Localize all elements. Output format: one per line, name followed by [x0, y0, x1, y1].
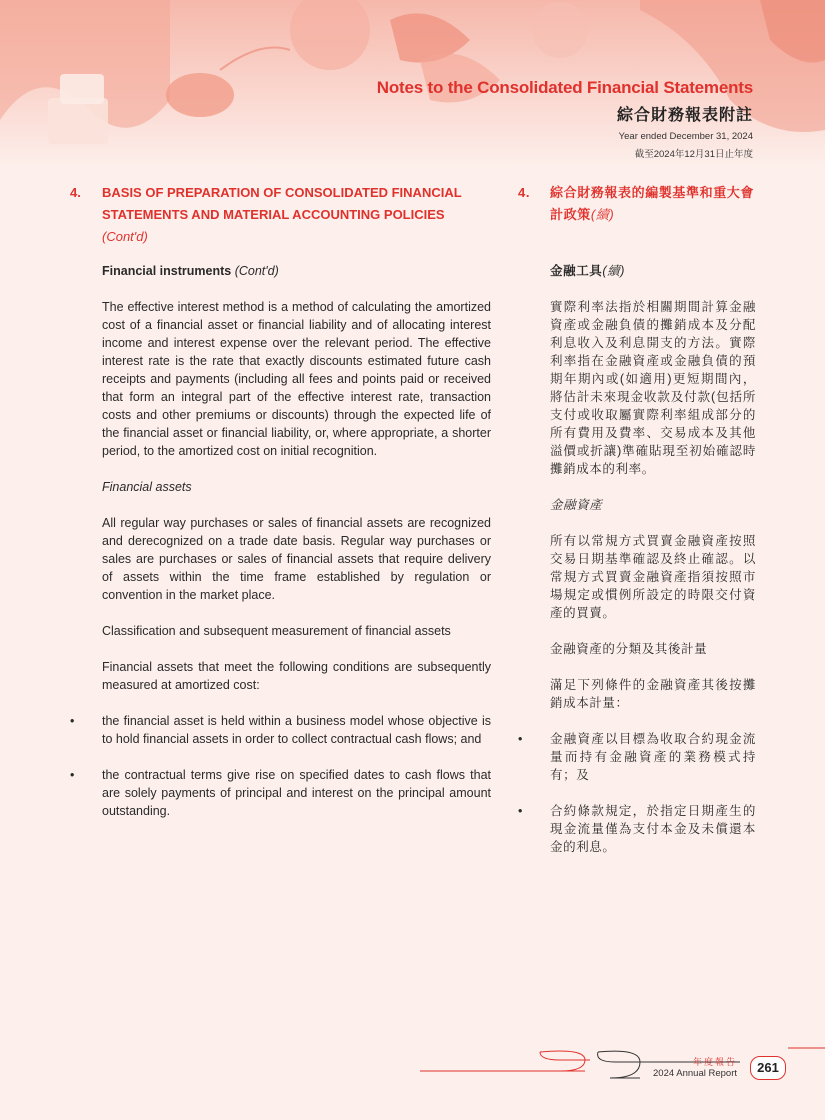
paragraph-regular-way-zh: 所有以常規方式買賣金融資產按照交易日期基準確認及終止確認。以常規方式買賣金融資產指須按照市場規定或慣例所設定的時限交付資產的買賣。 — [550, 534, 756, 620]
chinese-column — [518, 182, 756, 856]
section-cont: (Cont'd) — [102, 229, 148, 244]
header-year: Year ended December 31, 2024 — [618, 131, 753, 142]
fa-heading-zh: 金融資產 — [550, 498, 603, 512]
paragraph-conditions: Financial assets that meet the following conditions are subsequently measured at amortized cost: — [102, 660, 491, 692]
fa-heading: Financial assets — [102, 480, 192, 494]
bullet: • — [70, 714, 75, 728]
paragraph-effective-interest: The effective interest method is a method of calculating the amortized cost of a financial asset or financial liability and of allocating interest income and interest expense over the relevant period. The effective interest rate is the rate that exactly discounts estimated future cash receipts and payments (including all fees and points paid or received that form an integral part of the effective interest rate, transaction costs and other premiums or discounts) through the expected life of the financial asset or financial liability, or, where appropriate, a shorter period, to the amortized cost on initial recognition. — [102, 300, 491, 458]
fi-heading-zh: 金融工具 — [550, 264, 603, 278]
section-number: 4. — [70, 185, 81, 200]
section-title: BASIS OF PREPARATION OF CONSOLIDATED FINANCIAL STATEMENTS AND MATERIAL ACCOUNTING POLICIES — [102, 185, 462, 222]
bullet: • — [70, 768, 75, 782]
fi-cont: (Cont'd) — [234, 264, 279, 278]
bullet-text-1: the financial asset is held within a business model whose objective is to hold financial assets in order to collect contractual cash flows; and — [102, 714, 491, 746]
section-heading — [70, 182, 491, 248]
bullet: • — [518, 804, 523, 818]
header-year-zh: 截至2024年12月31日止年度 — [634, 149, 753, 160]
footer-label-zh: 年度報告 — [692, 1057, 737, 1067]
header-title-zh: 綜合財務報表附註 — [616, 107, 753, 124]
section-heading-zh — [518, 182, 756, 226]
paragraph-conditions-zh: 滿足下列條件的金融資產其後按攤銷成本計量： — [550, 678, 756, 710]
list-item — [518, 730, 756, 784]
page-header — [377, 78, 753, 160]
bullet-text-2-zh: 合約條款規定，於指定日期產生的現金流量僅為支付本金及未償還本金的利息。 — [550, 804, 756, 854]
footer-label-en: 2024 Annual Report — [653, 1068, 737, 1079]
section-title-zh: 綜合財務報表的編製基準和重大會計政策 — [550, 185, 755, 222]
list-item — [70, 712, 491, 748]
fi-heading: Financial instruments — [102, 264, 232, 278]
list-item — [518, 802, 756, 856]
bullet: • — [518, 732, 523, 746]
section-number-zh: 4. — [518, 185, 531, 200]
english-column — [70, 182, 491, 820]
bullet-text-2: the contractual terms give rise on specified dates to cash flows that are solely payments of principal and interest on the principal amount outstanding. — [102, 768, 491, 818]
fi-cont-zh: (續) — [602, 264, 626, 278]
paragraph-regular-way: All regular way purchases or sales of financial assets are recognized and derecognized on a trade date basis. Regular way purchases or sales are purchases or sales of financial assets that require delivery of assets within the time frame established by regulation or convention in the market place. — [102, 516, 491, 602]
bullet-text-1-zh: 金融資產以目標為收取合約現金流量而持有金融資產的業務模式持有；及 — [550, 732, 756, 782]
section-cont-zh: (續) — [590, 207, 615, 222]
list-item — [70, 766, 491, 820]
classification-heading: Classification and subsequent measurement of financial assets — [102, 624, 451, 638]
paragraph-effective-interest-zh: 實際利率法指於相關期間計算金融資產或金融負債的攤銷成本及分配利息收入及利息開支的方法。實際利率指在金融資產或金融負債的預期年期內或(如適用)更短期間內，將估計未來現金收款及付款(包括所支付或收取屬實際利率組成部分的所有費用及費率、交易成本及其他溢價或折讓)準確貼現至初始確認時攤銷成本的利率。 — [550, 300, 756, 476]
classification-heading-zh: 金融資產的分類及其後計量 — [550, 642, 708, 656]
header-title: Notes to the Consolidated Financial Statements — [376, 78, 753, 97]
page-number: 261 — [750, 1056, 786, 1080]
